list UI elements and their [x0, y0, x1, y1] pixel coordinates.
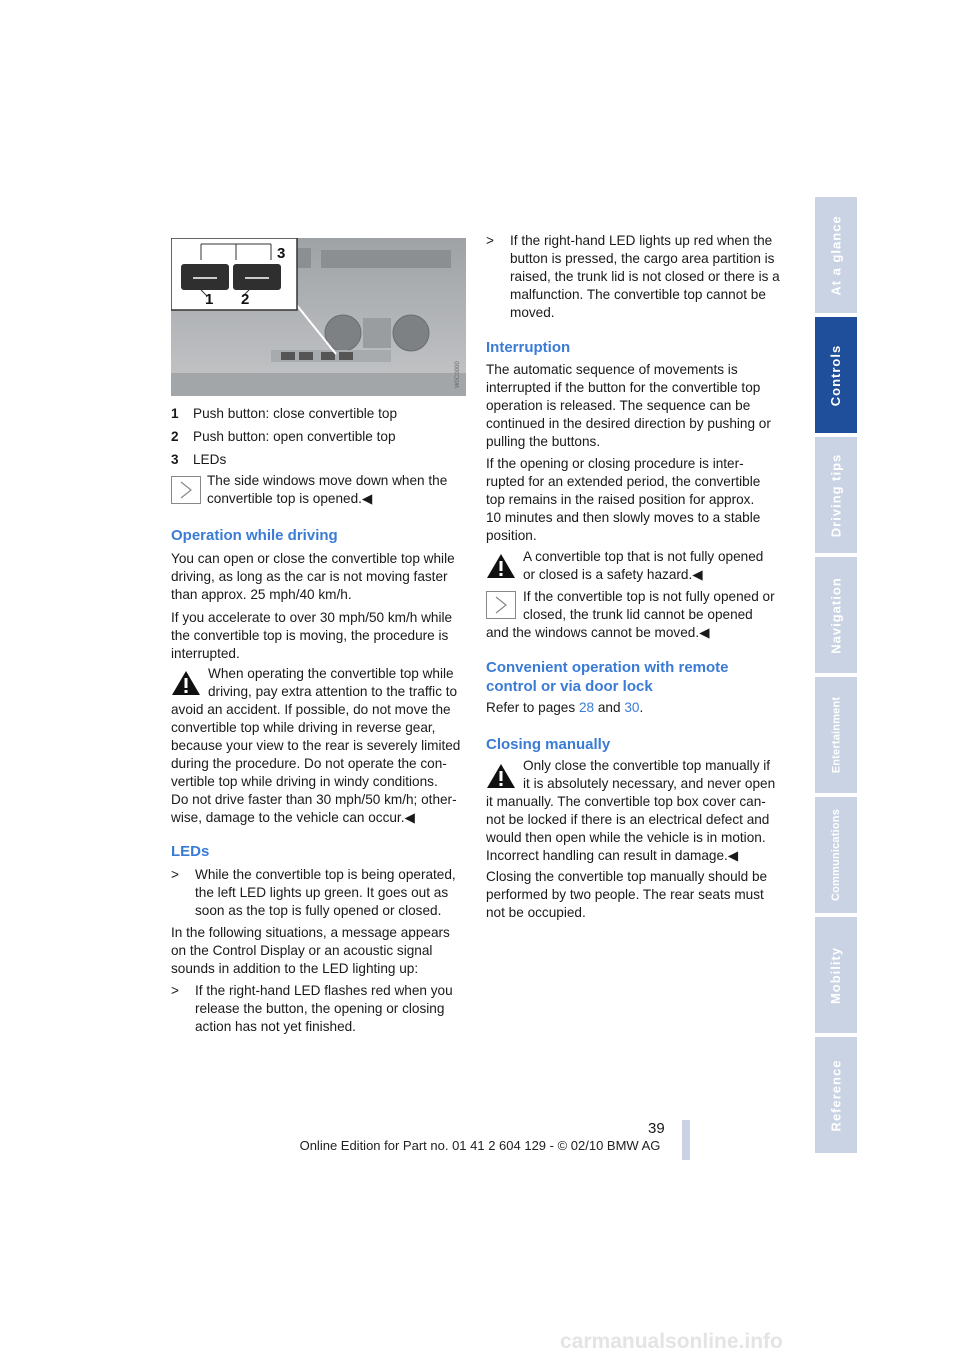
edition-line: Online Edition for Part no. 01 41 2 604 129 - © 02/10 BMW AG: [299, 1138, 661, 1153]
led-paragraph: In the following situations, a message appears on the Control Display or an acoustic signal sounds in addition to the LED lighting up:: [171, 925, 450, 976]
refer-to-pages: Refer to pages 28 and 30.: [486, 700, 644, 715]
note-icon: [171, 476, 201, 504]
legend-item-1: 1 Push button: close convertible top: [171, 406, 398, 421]
page-number: 39: [648, 1120, 665, 1137]
closing-paragraph: Closing the convertible top manually should be performed by two people. The rear seats must not be occupied.: [486, 869, 768, 920]
tab-mobility[interactable]: Mobility: [815, 917, 857, 1033]
heading-closing-manually: Closing manually: [486, 736, 611, 753]
led-bullet-1: > While the convertible top is being operated, the left LED lights up green. It goes out as soon as the top is fully opened or closed.: [171, 867, 456, 918]
legend-item-3: 3 LEDs: [171, 452, 227, 467]
convertible-top-buttons-figure: [171, 238, 466, 396]
operation-paragraph-1: You can open or close the convertible top while driving, as long as the car is not moving faster than approx. 25 mph/40 km/h.: [171, 551, 455, 602]
heading-convenient-operation: Convenient operation with remote control or via door lock: [486, 659, 729, 695]
watermark: carmanualsonline.info: [560, 1330, 783, 1353]
heading-interruption: Interruption: [486, 339, 571, 356]
tab-controls[interactable]: Controls: [815, 317, 857, 433]
dashboard-illustration: [171, 238, 466, 396]
led-bullet-2: > If the right-hand LED flashes red when you release the button, the opening or closing action has not yet finished.: [171, 983, 453, 1034]
legend-item-2: 2 Push button: open convertible top: [171, 429, 396, 444]
note-trunk-lid: If the convertible top is not fully opened or closed, the trunk lid cannot be opened and the windows cannot be moved.◀: [486, 589, 775, 640]
heading-operation-while-driving: Operation while driving: [171, 527, 338, 544]
tab-communications[interactable]: Communications: [815, 797, 857, 913]
warning-closing-manually: Only close the convertible top manually if it is absolutely necessary, and never open it manually. The convertible top box cover can- not be locked if there is an electrical defect and would then open while the vehicle is in motion. Incorrect handling can result in damage.◀: [486, 758, 776, 863]
tab-navigation[interactable]: Navigation: [815, 557, 857, 673]
callout-3: 3: [277, 245, 286, 262]
callout-1: 1: [205, 291, 214, 308]
warning-safety-hazard: A convertible top that is not fully opened or closed is a safety hazard.◀: [523, 549, 764, 582]
section-tabs: [815, 197, 857, 1157]
note-side-windows: The side windows move down when the convertible top is opened.◀: [207, 473, 448, 506]
figure-code: W0C0000: [455, 361, 461, 388]
warning-icon: [486, 553, 516, 579]
callout-2: 2: [241, 291, 250, 308]
warning-driving-operation: When operating the convertible top while driving, pay extra attention to the traffic to avoid an accident. If possible, do not move the convertible top while driving in reverse gear, because your view to the rear is severely limited during the procedure. Do not operate the con- vertible top while driving in windy conditions. Do not drive faster than 30 mph/50 km/h; other- wise, damage to the vehicle can occur.◀: [171, 666, 461, 825]
page-link-30[interactable]: 30: [624, 700, 640, 715]
heading-leds: LEDs: [171, 843, 210, 860]
tab-entertainment[interactable]: Entertainment: [815, 677, 857, 793]
led-bullet-3: > If the right-hand LED lights up red when the button is pressed, the cargo area partition is raised, the trunk lid is not closed or there is a malfunction. The convertible top cannot be moved.: [486, 233, 780, 320]
tab-reference[interactable]: Reference: [815, 1037, 857, 1153]
tab-at-a-glance[interactable]: At a glance: [815, 197, 857, 313]
operation-paragraph-2: If you accelerate to over 30 mph/50 km/h while the convertible top is moving, the procedure is interrupted.: [171, 610, 453, 661]
page-link-28[interactable]: 28: [578, 700, 595, 715]
interruption-paragraph-1: The automatic sequence of movements is interrupted if the button for the convertible top operation is released. The sequence can be continued in the desired direction by pushing or pulling the buttons.: [486, 362, 771, 449]
interruption-paragraph-2: If the opening or closing procedure is inter- rupted for an extended period, the convertible top remains in the raised position for approx. 10 minutes and then slowly moves to a stable position.: [486, 456, 761, 543]
tab-driving-tips[interactable]: Driving tips: [815, 437, 857, 553]
